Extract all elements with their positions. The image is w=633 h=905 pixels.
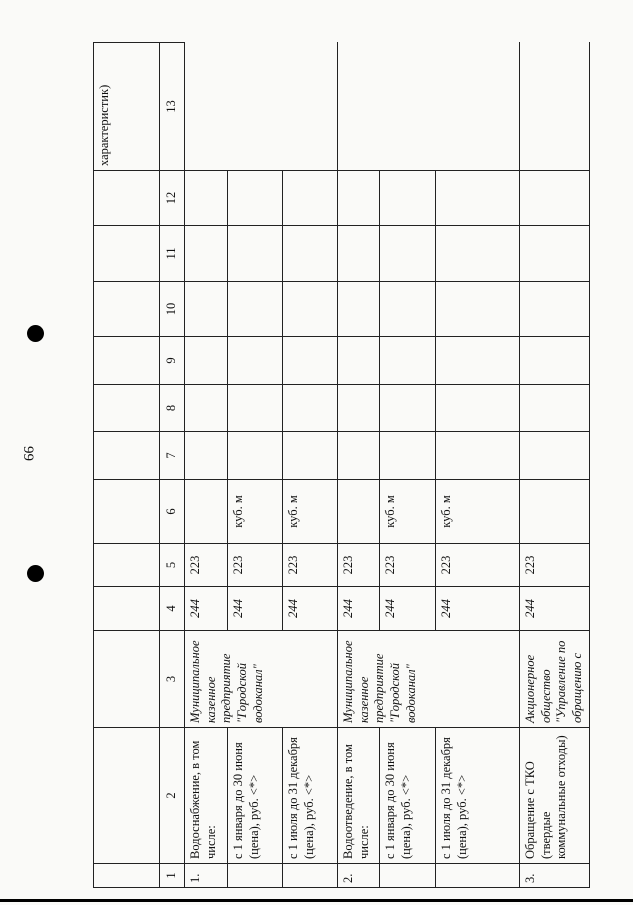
code-223: 223 xyxy=(520,544,590,587)
empty-cell xyxy=(338,282,380,337)
empty-cell xyxy=(185,226,228,282)
column-number: 12 xyxy=(160,171,185,226)
empty-cell xyxy=(185,282,228,337)
empty-cell xyxy=(338,385,380,432)
empty-cell xyxy=(185,43,338,171)
service-name: Водоотведение, в том числе: xyxy=(338,728,380,864)
empty-cell xyxy=(436,171,520,226)
column-number: 8 xyxy=(160,385,185,432)
row-number: 3. xyxy=(520,864,590,888)
code-223: 223 xyxy=(436,544,520,587)
row-number xyxy=(436,864,520,888)
empty-cell xyxy=(185,432,228,480)
service-name: с 1 июля до 31 декабря (цена), руб. <*> xyxy=(436,728,520,864)
unit-cell xyxy=(520,480,590,544)
row-number: 2. xyxy=(338,864,380,888)
table-row xyxy=(338,43,380,888)
column-number: 13 xyxy=(160,43,185,171)
column-number: 5 xyxy=(160,544,185,587)
unit-cell: куб. м xyxy=(436,480,520,544)
empty-cell xyxy=(520,432,590,480)
unit-cell xyxy=(185,480,228,544)
header-cell xyxy=(94,432,160,480)
empty-cell xyxy=(338,226,380,282)
code-223: 223 xyxy=(185,544,228,587)
code-223: 223 xyxy=(380,544,436,587)
unit-cell xyxy=(338,480,380,544)
code-244: 244 xyxy=(228,587,283,631)
bottom-edge-rule xyxy=(0,899,633,902)
header-cell xyxy=(94,282,160,337)
row-number xyxy=(380,864,436,888)
column-number: 3 xyxy=(160,631,185,728)
code-244: 244 xyxy=(520,587,590,631)
empty-cell xyxy=(283,226,338,282)
column-number: 7 xyxy=(160,432,185,480)
empty-cell xyxy=(380,385,436,432)
data-table xyxy=(93,42,590,888)
empty-cell xyxy=(228,171,283,226)
empty-cell xyxy=(520,43,590,171)
empty-cell xyxy=(380,282,436,337)
organization-name: Муниципальное казенное предприятие "Городской водоканал" xyxy=(185,631,338,728)
service-name: Обращение с ТКО (твердые коммунальные отходы) xyxy=(520,728,590,864)
header-cell xyxy=(94,226,160,282)
header-cell xyxy=(94,864,160,888)
column-number: 10 xyxy=(160,282,185,337)
empty-cell xyxy=(338,171,380,226)
header-continuation-row xyxy=(94,43,160,888)
empty-cell xyxy=(520,226,590,282)
column-number: 6 xyxy=(160,480,185,544)
header-cell xyxy=(94,480,160,544)
header-cell xyxy=(94,385,160,432)
empty-cell xyxy=(185,171,228,226)
empty-cell xyxy=(283,337,338,385)
punch-hole-mark xyxy=(27,325,44,342)
empty-cell xyxy=(436,337,520,385)
empty-cell xyxy=(283,282,338,337)
organization-name: Акционерное общество "Управление по обращению с xyxy=(520,631,590,728)
empty-cell xyxy=(228,226,283,282)
table-row xyxy=(520,43,590,888)
code-223: 223 xyxy=(283,544,338,587)
empty-cell xyxy=(436,385,520,432)
column-number: 9 xyxy=(160,337,185,385)
empty-cell xyxy=(520,171,590,226)
punch-hole-mark xyxy=(27,565,44,582)
empty-cell xyxy=(283,171,338,226)
header-cell xyxy=(94,728,160,864)
empty-cell xyxy=(283,385,338,432)
service-name: Водоснабжение, в том числе: xyxy=(185,728,228,864)
unit-cell: куб. м xyxy=(228,480,283,544)
empty-cell xyxy=(338,43,520,171)
table-row xyxy=(185,43,228,888)
empty-cell xyxy=(436,282,520,337)
empty-cell xyxy=(228,432,283,480)
empty-cell xyxy=(520,282,590,337)
service-name: с 1 января до 30 июня (цена), руб. <*> xyxy=(380,728,436,864)
empty-cell xyxy=(380,337,436,385)
header-cell xyxy=(94,171,160,226)
code-244: 244 xyxy=(436,587,520,631)
empty-cell xyxy=(185,337,228,385)
empty-cell xyxy=(380,226,436,282)
header-cell xyxy=(94,631,160,728)
code-244: 244 xyxy=(380,587,436,631)
header-continuation-text: характеристик) xyxy=(94,43,160,171)
code-244: 244 xyxy=(185,587,228,631)
code-223: 223 xyxy=(228,544,283,587)
unit-cell: куб. м xyxy=(283,480,338,544)
column-number: 11 xyxy=(160,226,185,282)
unit-cell: куб. м xyxy=(380,480,436,544)
row-number xyxy=(283,864,338,888)
empty-cell xyxy=(283,432,338,480)
column-number: 1 xyxy=(160,864,185,888)
empty-cell xyxy=(228,385,283,432)
page-number: 99 xyxy=(20,446,36,461)
empty-cell xyxy=(380,432,436,480)
empty-cell xyxy=(436,432,520,480)
empty-cell xyxy=(380,171,436,226)
column-number: 4 xyxy=(160,587,185,631)
empty-cell xyxy=(436,226,520,282)
header-cell xyxy=(94,337,160,385)
column-number: 2 xyxy=(160,728,185,864)
empty-cell xyxy=(228,282,283,337)
organization-name: Муниципальное казенное предприятие "Городской водоканал" xyxy=(338,631,520,728)
service-name: с 1 января до 30 июня (цена), руб. <*> xyxy=(228,728,283,864)
code-244: 244 xyxy=(338,587,380,631)
code-244: 244 xyxy=(283,587,338,631)
column-numbers-row xyxy=(160,43,185,888)
empty-cell xyxy=(338,432,380,480)
row-number xyxy=(228,864,283,888)
row-number: 1. xyxy=(185,864,228,888)
service-name: с 1 июля до 31 декабря (цена), руб. <*> xyxy=(283,728,338,864)
empty-cell xyxy=(338,337,380,385)
header-cell xyxy=(94,544,160,587)
header-cell xyxy=(94,587,160,631)
empty-cell xyxy=(185,385,228,432)
empty-cell xyxy=(520,337,590,385)
empty-cell xyxy=(520,385,590,432)
code-223: 223 xyxy=(338,544,380,587)
empty-cell xyxy=(228,337,283,385)
rotated-table-wrapper xyxy=(93,43,584,888)
